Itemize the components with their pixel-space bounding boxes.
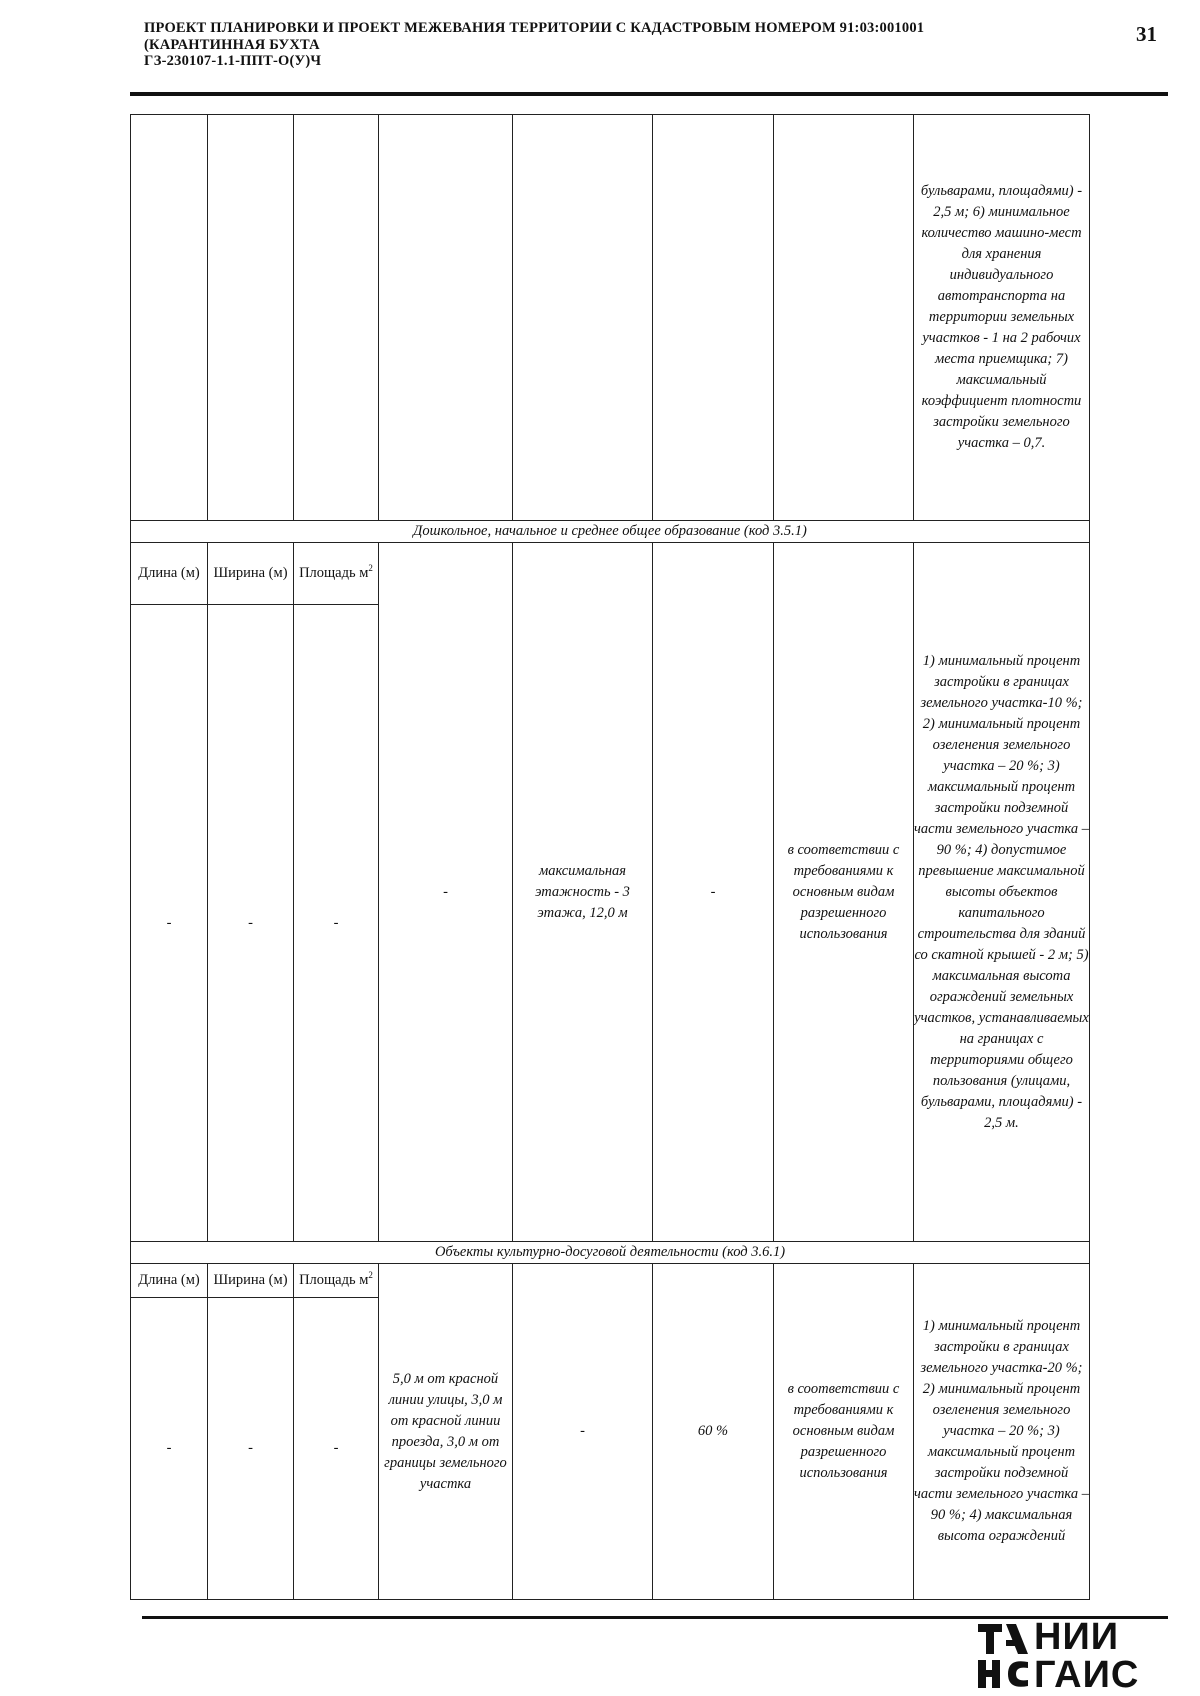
header-code-line: ГЗ-230107-1.1-ППТ-О(У)Ч — [144, 53, 322, 69]
cell-setback: - — [379, 543, 513, 1242]
cell-area-value: - — [294, 1298, 379, 1600]
cell-requirements: в соответствии с требованиями к основным видам разрешенного использования — [774, 1264, 914, 1600]
header-width: Ширина (м) — [208, 543, 294, 605]
cell-params: 1) минимальный процент застройки в границах земельного участка-20 %; 2) минимальный процент озеленения земельного участка – 20 %; 3) максимальный процент застройки подземной части земельного участка – 90 %; 4) максимальная высота ограждений — [914, 1264, 1090, 1600]
cell-floors: максимальная этажность - 3 этажа, 12,0 м — [513, 543, 653, 1242]
section-title-row — [131, 521, 1090, 543]
logo-text-line1: НИИ — [1034, 1616, 1120, 1658]
section-title-culture: Объекты культурно-досуговой деятельности (код 3.6.1) — [131, 1242, 1090, 1264]
header-length: Длина (м) — [131, 543, 208, 605]
cell-floors: - — [513, 1264, 653, 1600]
cell-coverage: - — [653, 543, 774, 1242]
header-width: Ширина (м) — [208, 1264, 294, 1298]
cell-empty — [513, 115, 653, 521]
section-title-row — [131, 1242, 1090, 1264]
section-title-education: Дошкольное, начальное и среднее общее образование (код 3.5.1) — [131, 521, 1090, 543]
cell-length-value: - — [131, 1298, 208, 1600]
cell-area-value: - — [294, 605, 379, 1242]
header-area — [294, 543, 379, 605]
logo-text-line2: ГАИС — [1034, 1654, 1140, 1696]
cell-coverage: 60 % — [653, 1264, 774, 1600]
cell-empty — [208, 115, 294, 521]
header-area-sup: 2 — [368, 563, 373, 574]
header-title-line1: ПРОЕКТ ПЛАНИРОВКИ И ПРОЕКТ МЕЖЕВАНИЯ ТЕРРИТОРИИ С КАДАСТРОВЫМ НОМЕРОМ 91:03:001001 — [144, 20, 925, 36]
document-header — [144, 20, 1094, 70]
cell-empty — [131, 115, 208, 521]
cell-params: 1) минимальный процент застройки в границах земельного участка-10 %; 2) минимальный процент озеленения земельного участка – 20 %; 3) максимальный процент застройки подземной части земельного участка – 90 %; 4) допустимое превышение максимальной высоты объектов капитального строительства для зданий со скатной крышей - 2 м; 5) максимальная высота ограждений земельных участков, устанавливаемых на границах с территориями общего пользования (улицами, бульварами, площадями) - 2,5 м. — [914, 543, 1090, 1242]
table-row-dimension-headers — [131, 1264, 1090, 1298]
header-length: Длина (м) — [131, 1264, 208, 1298]
cell-params-continuation: бульварами, площадями) - 2,5 м; 6) минимальное количество машино-мест для хранения индивидуального автотранспорта на территории земельных участков - 1 на 2 рабочих места приемщика; 7) максимальный коэффициент плотности застройки земельного участка – 0,7. — [914, 115, 1090, 521]
cell-empty — [294, 115, 379, 521]
cell-setback: 5,0 м от красной линии улицы, 3,0 м от красной линии проезда, 3,0 м от границы земельного участка — [379, 1264, 513, 1600]
table-row-continuation — [131, 115, 1090, 521]
cell-empty — [379, 115, 513, 521]
cell-width-value: - — [208, 605, 294, 1242]
parameters-table — [130, 114, 1090, 1600]
header-area-label: Площадь м — [299, 1272, 369, 1288]
table-row-dimension-headers — [131, 543, 1090, 605]
header-area-sup: 2 — [368, 1270, 373, 1281]
cell-empty — [774, 115, 914, 521]
header-title-line2: (КАРАНТИННАЯ БУХТА — [144, 36, 320, 53]
niigais-logo — [976, 1618, 1176, 1696]
cell-width-value: - — [208, 1298, 294, 1600]
header-area-label: Площадь м — [299, 565, 369, 581]
cell-length-value: - — [131, 605, 208, 1242]
header-area — [294, 1264, 379, 1298]
logo-mark-icon — [976, 1622, 1032, 1690]
page-number: 31 — [1136, 22, 1157, 46]
cell-requirements: в соответствии с требованиями к основным видам разрешенного использования — [774, 543, 914, 1242]
cell-empty — [653, 115, 774, 521]
header-divider — [130, 92, 1168, 96]
